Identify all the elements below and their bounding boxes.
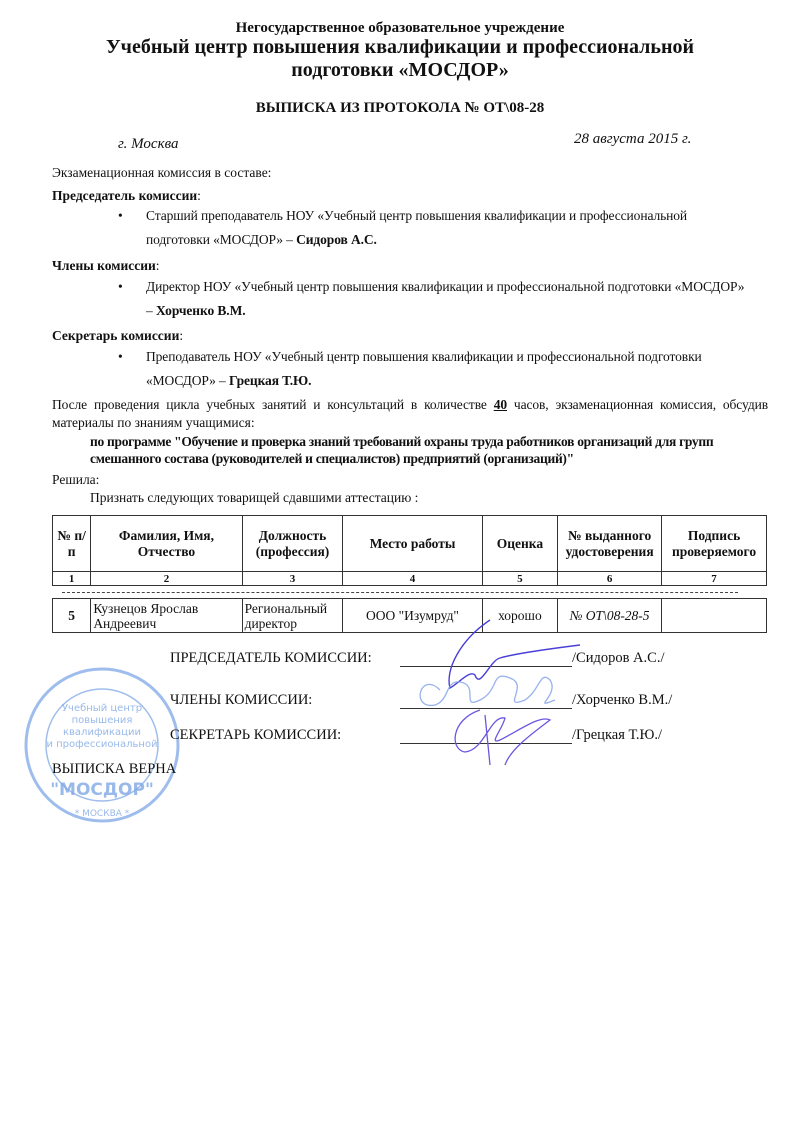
col-number: 4 [343, 572, 482, 586]
col-number: 1 [53, 572, 91, 586]
col-header: Оценка [482, 516, 558, 572]
verified-label: ВЫПИСКА ВЕРНА [52, 761, 177, 777]
org-name-line1: Учебный центр повышения квалификации и профессиональной [105, 36, 695, 58]
decided-label: Решила [52, 472, 96, 487]
bullet: • [118, 208, 123, 223]
col-header: № выданного удостоверения [558, 516, 662, 572]
intro: Экзаменационная комиссия в составе: [52, 165, 272, 180]
after-text-2: материалы по знаниям учащимися: [52, 415, 255, 430]
org-name-line2: подготовки «МОСДОР» [291, 59, 509, 81]
program: по программе "Обучение и проверка знаний требований охраны труда работников организаций для групп смешанного состава (руководителей и специалистов) предприятий (организаций)" [90, 434, 714, 466]
secretary-text: Преподаватель НОУ «Учебный центр повышения квалификации и профессиональной подготовки «МОСДОР» – Грецкая Т.Ю. [146, 349, 702, 388]
org-type: Негосударственное образовательное учреждение [235, 20, 565, 36]
secretary-signature [455, 710, 550, 765]
chair-name: Сидоров А.С. [296, 232, 377, 247]
city: г. Москва [118, 136, 179, 152]
recognize-text: Признать следующих товарищей сдавшими аттестацию : [90, 490, 419, 505]
col-header: № п/п [53, 516, 91, 572]
omission-divider [62, 592, 738, 593]
hours: 40 [493, 397, 507, 412]
stamp [22, 665, 182, 825]
doc-title: ВЫПИСКА ИЗ ПРОТОКОЛА № ОТ\08-28 [255, 100, 545, 116]
bullet: • [118, 349, 123, 364]
col-header: Должность (профессия) [242, 516, 343, 572]
table-row: 5 Кузнецов Ярослав Андреевич Региональный директор ООО "Изумруд" хорошо № ОТ\08-28-5 [53, 599, 767, 633]
svg-text:повышения: повышения [71, 715, 133, 726]
member-signature [420, 676, 555, 705]
col-number: 7 [662, 572, 767, 586]
org-name [0, 36, 800, 82]
svg-text:"МОСДОР": "МОСДОР" [50, 780, 154, 800]
chair-text: Старший преподаватель НОУ «Учебный центр повышения квалификации и профессиональной подготовки «МОСДОР» – Сидоров А.С. [146, 208, 688, 247]
secretary-sign-label: СЕКРЕТАРЬ КОМИССИИ: [170, 727, 342, 743]
chair-label: Председатель комиссии [52, 188, 198, 203]
col-header: Фамилия, Имя, Отчество [91, 516, 242, 572]
members-name: Хорченко В.М. [155, 303, 246, 318]
col-number: 6 [558, 572, 662, 586]
svg-text:* МОСКВА *: * МОСКВА * [74, 809, 130, 819]
chair-sign-name: /Сидоров А.С./ [572, 650, 665, 666]
svg-text:квалификации: квалификации [63, 727, 141, 738]
date: 28 августа 2015 г. [574, 131, 692, 147]
handwritten-signatures [390, 600, 620, 800]
bullet: • [118, 279, 123, 294]
chair-signature [449, 620, 580, 688]
members-text: Директор НОУ «Учебный центр повышения квалификации и профессиональной подготовки «МОСДОР» – Хорченко В.М. [146, 279, 745, 318]
col-header: Подпись проверяемого [662, 516, 767, 572]
chair-sign-label: ПРЕДСЕДАТЕЛЬ КОМИССИИ: [170, 650, 372, 666]
col-number: 3 [242, 572, 343, 586]
members-sign-name: /Хорченко В.М./ [572, 692, 673, 708]
after-text: После проведения цикла учебных занятий и консультаций в количестве 40 часов, экзаменационная комиссия, обсудив [52, 397, 768, 412]
col-number: 2 [91, 572, 242, 586]
secretary-sign-name: /Грецкая Т.Ю./ [572, 727, 663, 743]
secretary-label: Секретарь комиссии [52, 328, 180, 343]
col-header: Место работы [343, 516, 482, 572]
members-sign-label: ЧЛЕНЫ КОМИССИИ: [170, 692, 313, 708]
secretary-name: Грецкая Т.Ю. [228, 373, 312, 388]
members-label: Члены комиссии [52, 258, 156, 273]
col-number: 5 [482, 572, 558, 586]
svg-text:и профессиональной: и профессиональной [46, 739, 158, 750]
svg-text:Учебный центр: Учебный центр [61, 703, 143, 714]
results-table-header [52, 515, 767, 586]
